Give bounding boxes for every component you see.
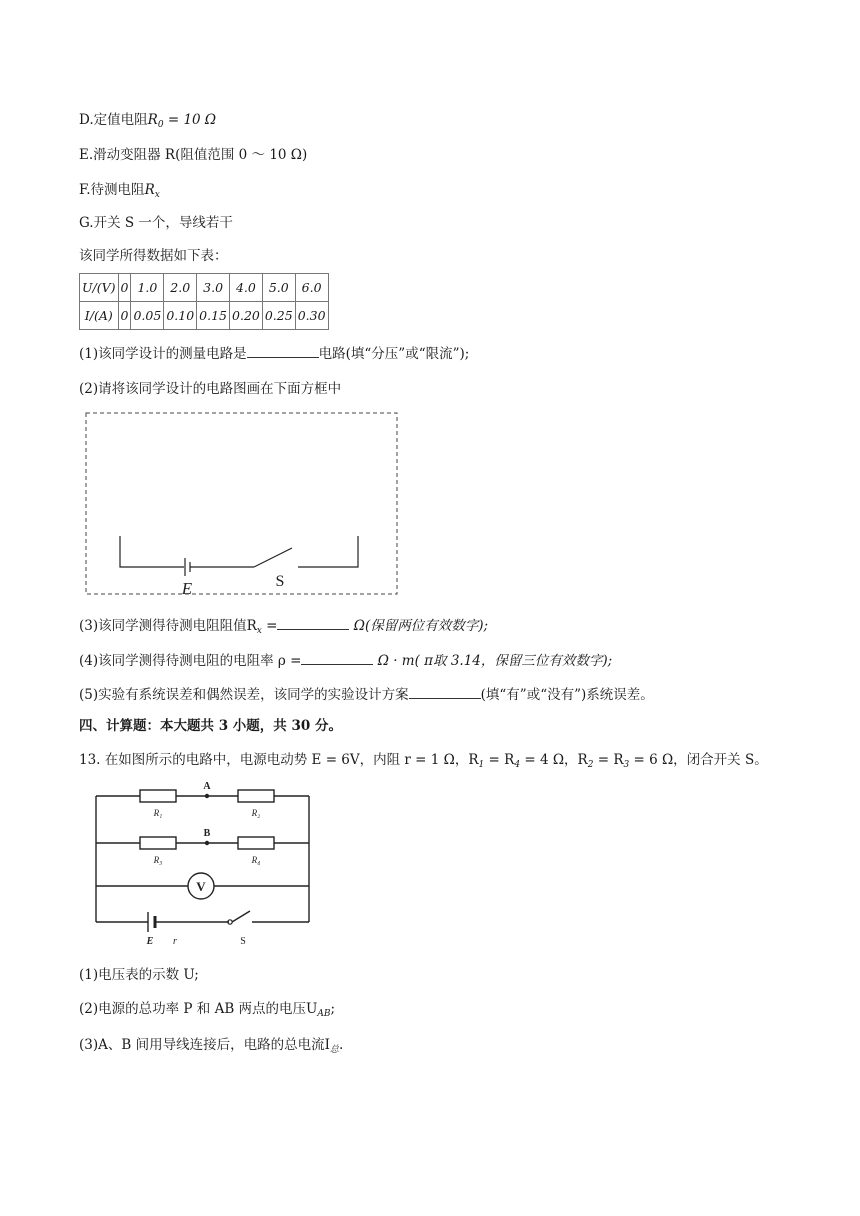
voltmeter-label: V bbox=[196, 879, 206, 894]
table-intro: 该同学所得数据如下表： bbox=[79, 248, 228, 264]
table-row: I/(A) 0 0.05 0.10 0.15 0.20 0.25 0.30 bbox=[80, 302, 329, 330]
label-r2: R₂ bbox=[251, 808, 261, 818]
answer-box bbox=[84, 410, 400, 600]
option-f: F.待测电阻$R_x$ bbox=[79, 182, 160, 200]
option-d: D.定值电阻$R_0 = 10$ Ω bbox=[79, 112, 217, 130]
subquestion-1: (1)电压表的示数 U; bbox=[79, 967, 199, 983]
label-a: A bbox=[203, 781, 211, 792]
label-r3: R₃ bbox=[153, 855, 163, 865]
question-2: (2)请将该同学设计的电路图画在下面方框中 bbox=[79, 381, 342, 397]
data-table bbox=[79, 273, 329, 330]
battery-label: E bbox=[181, 579, 193, 598]
label-e: E bbox=[146, 936, 154, 947]
subquestion-3: (3)A、B 间用导线连接后，电路的总电流$I_总$. bbox=[79, 1037, 344, 1055]
label-r4: R₄ bbox=[251, 855, 261, 865]
label-s: S bbox=[240, 936, 246, 947]
circuit-diagram bbox=[88, 776, 324, 948]
subquestion-2: (2)电源的总功率 P 和 AB 两点的电压$U_{AB}$; bbox=[79, 1001, 336, 1019]
switch-label: S bbox=[275, 573, 285, 590]
label-b: B bbox=[203, 828, 211, 839]
table-row: U/(V) 0 1.0 2.0 3.0 4.0 5.0 6.0 bbox=[80, 274, 329, 302]
question-1: (1)该同学设计的测量电路是 电路(填“分压”或“限流”); bbox=[79, 346, 470, 362]
problem-13-stem: 13. 在如图所示的电路中，电源电动势 E = 6V，内阻 r = 1 Ω，$R_1 = R_4 = 4$ Ω，$R_2 = R_3 = 6$ Ω，闭合开关 S。 bbox=[79, 752, 768, 770]
question-4: (4)该同学测得待测电阻的电阻率 ρ = Ω · m( π取 3.14，保留三位有效数字); bbox=[79, 653, 613, 669]
question-3: (3)该同学测得待测电阻阻值$R_x = \Omega$(保留两位有效数字); bbox=[79, 618, 489, 636]
label-r: r bbox=[173, 936, 177, 947]
section-heading: 四、计算题：本大题共 3 小题，共 30 分。 bbox=[79, 718, 342, 734]
option-e: E.滑动变阻器 R(阻值范围 0 ～ 10 Ω) bbox=[79, 147, 308, 163]
node-a bbox=[205, 794, 209, 798]
label-r1: R₁ bbox=[153, 808, 163, 818]
node-b bbox=[205, 841, 209, 845]
option-g: G.开关 S 一个，导线若干 bbox=[79, 215, 233, 231]
question-5: (5)实验有系统误差和偶然误差，该同学的实验设计方案 (填“有”或“没有”)系统误差。 bbox=[79, 687, 654, 703]
